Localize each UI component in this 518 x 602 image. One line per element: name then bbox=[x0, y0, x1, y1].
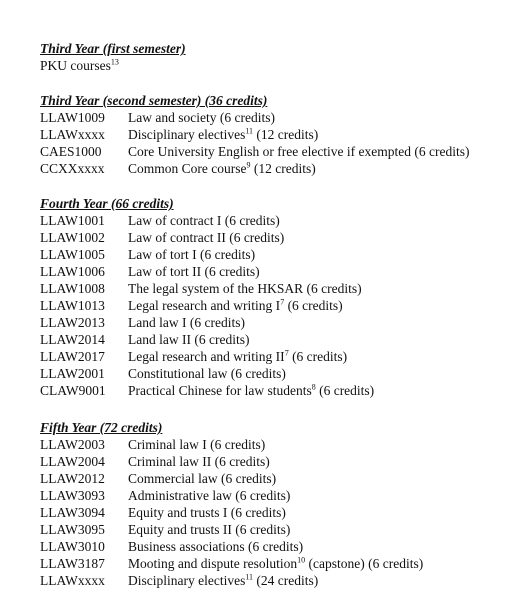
course-code: CCXXxxxx bbox=[40, 161, 105, 176]
course-row bbox=[40, 331, 374, 348]
course-row bbox=[40, 521, 423, 538]
course-code: LLAW1002 bbox=[40, 230, 105, 245]
course-title: Land law I (6 credits) bbox=[128, 315, 245, 330]
course-row bbox=[40, 263, 374, 280]
course-code: CLAW9001 bbox=[40, 383, 106, 398]
course-title: Land law II (6 credits) bbox=[128, 332, 250, 347]
footnote-ref: 7 bbox=[284, 348, 289, 358]
pku-courses-text: PKU courses bbox=[40, 58, 111, 73]
course-row bbox=[40, 436, 423, 453]
course-code: LLAW3095 bbox=[40, 522, 105, 537]
course-title: Administrative law (6 credits) bbox=[128, 488, 291, 503]
course-title: Disciplinary electives$^{11}$ (12 credits) bbox=[128, 126, 319, 142]
footnote-ref: 11 bbox=[245, 572, 254, 582]
course-title: Common Core course$^9$ (12 credits) bbox=[128, 160, 316, 176]
course-row bbox=[40, 246, 374, 263]
course-row bbox=[40, 160, 470, 177]
footnote-ref: 7 bbox=[280, 297, 285, 307]
course-code: LLAW1009 bbox=[40, 110, 105, 125]
course-code: LLAW3093 bbox=[40, 488, 105, 503]
course-row bbox=[40, 143, 470, 160]
course-code: LLAWxxxx bbox=[40, 127, 105, 142]
course-title: Commercial law (6 credits) bbox=[128, 471, 277, 486]
course-row bbox=[40, 487, 423, 504]
section-third-year-second-semester bbox=[40, 92, 470, 177]
course-row bbox=[40, 297, 374, 314]
course-title: Law of tort I (6 credits) bbox=[128, 247, 256, 262]
course-title: Criminal law II (6 credits) bbox=[128, 454, 270, 469]
footnote-ref: 9 bbox=[246, 160, 251, 170]
course-code: LLAW3187 bbox=[40, 556, 105, 571]
course-code: LLAW1006 bbox=[40, 264, 105, 279]
section-heading: Fifth Year (72 credits) bbox=[40, 420, 163, 435]
course-title: Law and society (6 credits) bbox=[128, 110, 275, 125]
course-code: LLAW1013 bbox=[40, 298, 105, 313]
course-code: LLAW2017 bbox=[40, 349, 105, 364]
course-code: LLAW2003 bbox=[40, 437, 105, 452]
course-code: LLAW2001 bbox=[40, 366, 105, 381]
course-title: Business associations (6 credits) bbox=[128, 539, 304, 554]
course-code: LLAW2004 bbox=[40, 454, 105, 469]
course-title: Practical Chinese for law students$^8$ (6 credits) bbox=[128, 382, 375, 398]
course-title: Legal research and writing $II^7$ (6 credits) bbox=[128, 348, 348, 364]
course-row bbox=[40, 229, 374, 246]
footnote-ref: 10 bbox=[297, 555, 306, 565]
course-title: Constitutional law (6 credits) bbox=[128, 366, 286, 381]
course-row bbox=[40, 109, 470, 126]
section-heading: Fourth Year (66 credits) bbox=[40, 196, 174, 211]
section-fourth-year bbox=[40, 195, 374, 399]
footnote-ref: 8 bbox=[311, 382, 316, 392]
section-fifth-year bbox=[40, 419, 423, 589]
course-title: Criminal law I (6 credits) bbox=[128, 437, 266, 452]
pku-courses-line bbox=[40, 57, 186, 74]
course-row bbox=[40, 365, 374, 382]
course-title: Mooting and dispute resolution$^{10}$ (capstone) (6 credits) bbox=[128, 555, 424, 571]
course-title: Law of tort II (6 credits) bbox=[128, 264, 260, 279]
course-title: Equity and trusts II (6 credits) bbox=[128, 522, 291, 537]
course-title: Law of contract II (6 credits) bbox=[128, 230, 285, 245]
course-title: Equity and trusts I (6 credits) bbox=[128, 505, 286, 520]
course-code: LLAW1001 bbox=[40, 213, 105, 228]
course-row bbox=[40, 348, 374, 365]
course-row bbox=[40, 470, 423, 487]
course-row bbox=[40, 212, 374, 229]
course-code: LLAW2014 bbox=[40, 332, 105, 347]
footnote-ref: 11 bbox=[245, 126, 254, 136]
course-code: LLAW2013 bbox=[40, 315, 105, 330]
course-code: LLAWxxxx bbox=[40, 573, 105, 588]
course-code: LLAW1008 bbox=[40, 281, 105, 296]
course-code: LLAW2012 bbox=[40, 471, 105, 486]
course-row bbox=[40, 572, 423, 589]
course-row bbox=[40, 538, 423, 555]
section-heading: Third Year (first semester) bbox=[40, 41, 186, 56]
course-code: LLAW1005 bbox=[40, 247, 105, 262]
section-third-year-first-semester bbox=[40, 40, 186, 74]
course-row bbox=[40, 382, 374, 399]
course-row bbox=[40, 314, 374, 331]
course-code: CAES1000 bbox=[40, 144, 102, 159]
course-title: Law of contract I (6 credits) bbox=[128, 213, 280, 228]
course-title: Disciplinary electives$^{11}$ (24 credits) bbox=[128, 572, 319, 588]
course-row bbox=[40, 453, 423, 470]
course-row bbox=[40, 280, 374, 297]
course-title: Core University English or free elective if exempted (6 credits) bbox=[128, 144, 470, 159]
course-code: LLAW3010 bbox=[40, 539, 105, 554]
section-heading: Third Year (second semester) (36 credits) bbox=[40, 93, 268, 108]
course-row bbox=[40, 126, 470, 143]
course-title: Legal research and writing $I^7$ (6 credits) bbox=[128, 297, 343, 313]
course-title: The legal system of the HKSAR (6 credits) bbox=[128, 281, 362, 296]
course-row bbox=[40, 504, 423, 521]
footnote-ref: 13 bbox=[110, 57, 119, 67]
course-row bbox=[40, 555, 423, 572]
course-code: LLAW3094 bbox=[40, 505, 105, 520]
